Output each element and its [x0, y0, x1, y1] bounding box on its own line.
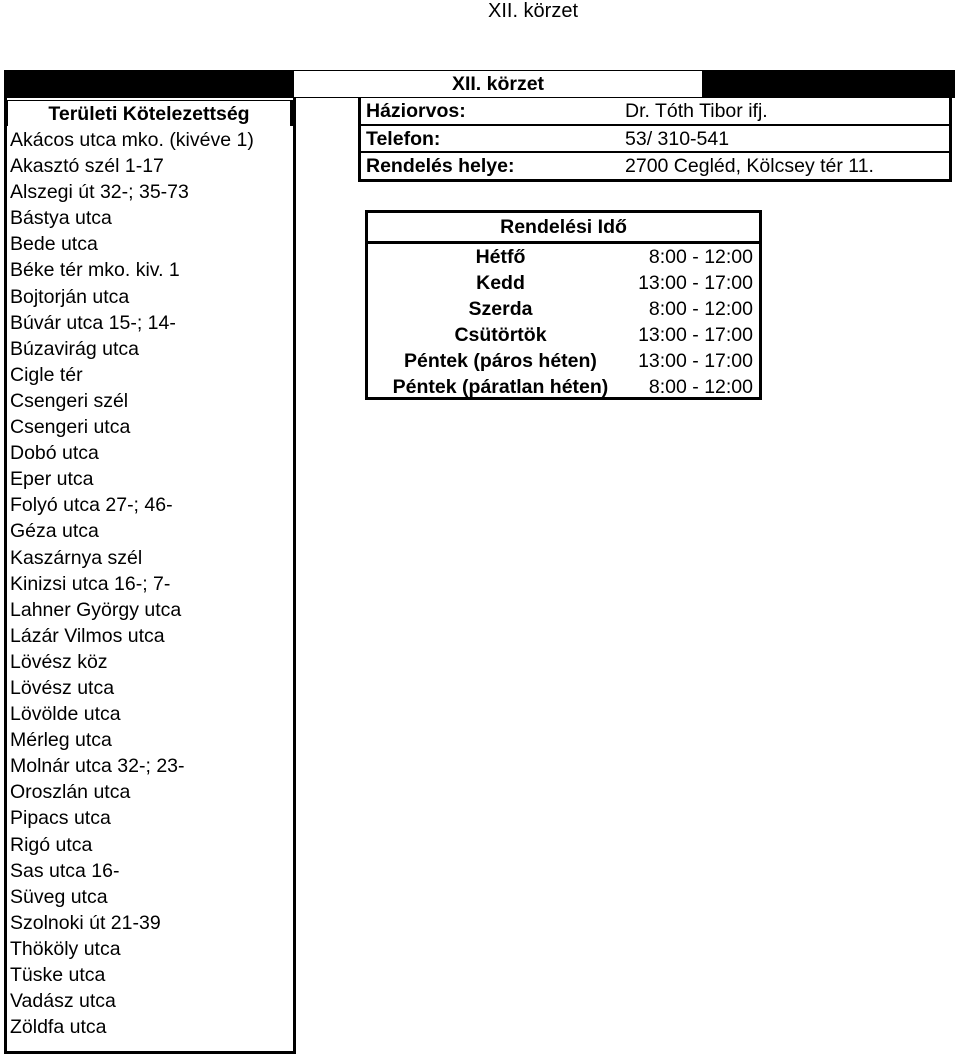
street-item: Bojtorján utca [10, 285, 130, 308]
schedule-row [368, 270, 759, 296]
doctor-row [361, 98, 955, 125]
street-item: Dobó utca [10, 442, 99, 465]
doctor-info-box [358, 98, 952, 182]
street-item: Szolnoki út 21-39 [10, 911, 161, 934]
street-item: Süveg utca [10, 885, 108, 908]
street-list [10, 127, 254, 1040]
schedule-time: 8:00 - 12:00 [648, 376, 753, 398]
street-item: Lázár Vilmos utca [10, 624, 165, 647]
street-item: Csengeri utca [10, 416, 131, 439]
schedule-time: 13:00 - 17:00 [638, 350, 753, 372]
street-item: Pipacs utca [10, 807, 111, 830]
street-item: Tüske utca [10, 964, 106, 986]
schedule-time: 8:00 - 12:00 [648, 246, 753, 268]
schedule-title: Rendelési Idő [500, 216, 627, 238]
schedule-day: Csütörtök [454, 324, 547, 346]
schedule-day: Péntek (páros héten) [404, 350, 597, 372]
doctor-row [361, 126, 955, 153]
schedule-time: 13:00 - 17:00 [638, 272, 753, 294]
schedule-row [368, 322, 759, 348]
schedule-box [365, 210, 762, 400]
street-item: Sas utca 16- [10, 859, 120, 882]
schedule-row [368, 296, 759, 322]
doctor-row-key: Háziorvos: [366, 100, 466, 122]
street-item: Zöldfa utca [10, 1016, 107, 1039]
street-item: Vadász utca [10, 990, 116, 1013]
schedule-row [368, 374, 759, 400]
schedule-day: Péntek (páratlan héten) [392, 376, 609, 398]
doctor-row-value: Dr. Tóth Tibor ifj. [625, 100, 768, 122]
street-item: Lövész köz [10, 650, 108, 673]
street-item: Béke tér mko. kiv. 1 [10, 259, 180, 282]
page-title: XII. körzet [487, 0, 579, 22]
street-item: Búzavirág utca [10, 337, 139, 360]
street-item: Molnár utca 32-; 23- [10, 755, 185, 778]
street-item: Búvár utca 15-; 14- [10, 311, 176, 334]
doctor-row-value: 2700 Cegléd, Kölcsey tér 11. [625, 155, 874, 177]
district-label: XII. körzet [294, 71, 702, 97]
street-item: Mérleg utca [10, 729, 112, 752]
street-item: Cigle tér [10, 363, 83, 386]
schedule-day: Kedd [476, 272, 525, 294]
schedule-time: 13:00 - 17:00 [638, 324, 753, 346]
street-item: Géza utca [10, 520, 99, 543]
doctor-row-key: Rendelés helye: [366, 155, 515, 177]
schedule-row [368, 244, 759, 270]
street-item: Lahner György utca [10, 598, 182, 621]
street-item: Thököly utca [10, 937, 121, 960]
doctor-row-key: Telefon: [366, 128, 441, 150]
schedule-day: Szerda [468, 298, 533, 320]
schedule-day: Hétfő [475, 246, 526, 268]
street-item: Kinizsi utca 16-; 7- [10, 572, 171, 595]
street-item: Rigó utca [10, 833, 93, 856]
street-item: Alszegi út 32-; 35-73 [10, 181, 189, 204]
schedule-row [368, 348, 759, 374]
doctor-row [361, 153, 955, 180]
street-item: Oroszlán utca [10, 781, 131, 804]
street-item: Folyó utca 27-; 46- [10, 494, 173, 517]
schedule-time: 8:00 - 12:00 [648, 298, 753, 320]
street-item: Lövész utca [10, 676, 115, 699]
doctor-row-value: 53/ 310-541 [625, 128, 730, 150]
street-item: Akácos utca mko. (kivéve 1) [10, 129, 254, 151]
street-item: Akasztó szél 1-17 [10, 155, 164, 178]
street-item: Kaszárnya szél [10, 546, 143, 569]
street-item: Lövölde utca [10, 703, 121, 726]
street-item: Csengeri szél [10, 389, 129, 412]
street-item: Bástya utca [10, 207, 112, 230]
street-item: Bede utca [10, 233, 98, 256]
street-item: Eper utca [10, 468, 94, 491]
street-header: Területi Kötelezettség [8, 101, 290, 126]
